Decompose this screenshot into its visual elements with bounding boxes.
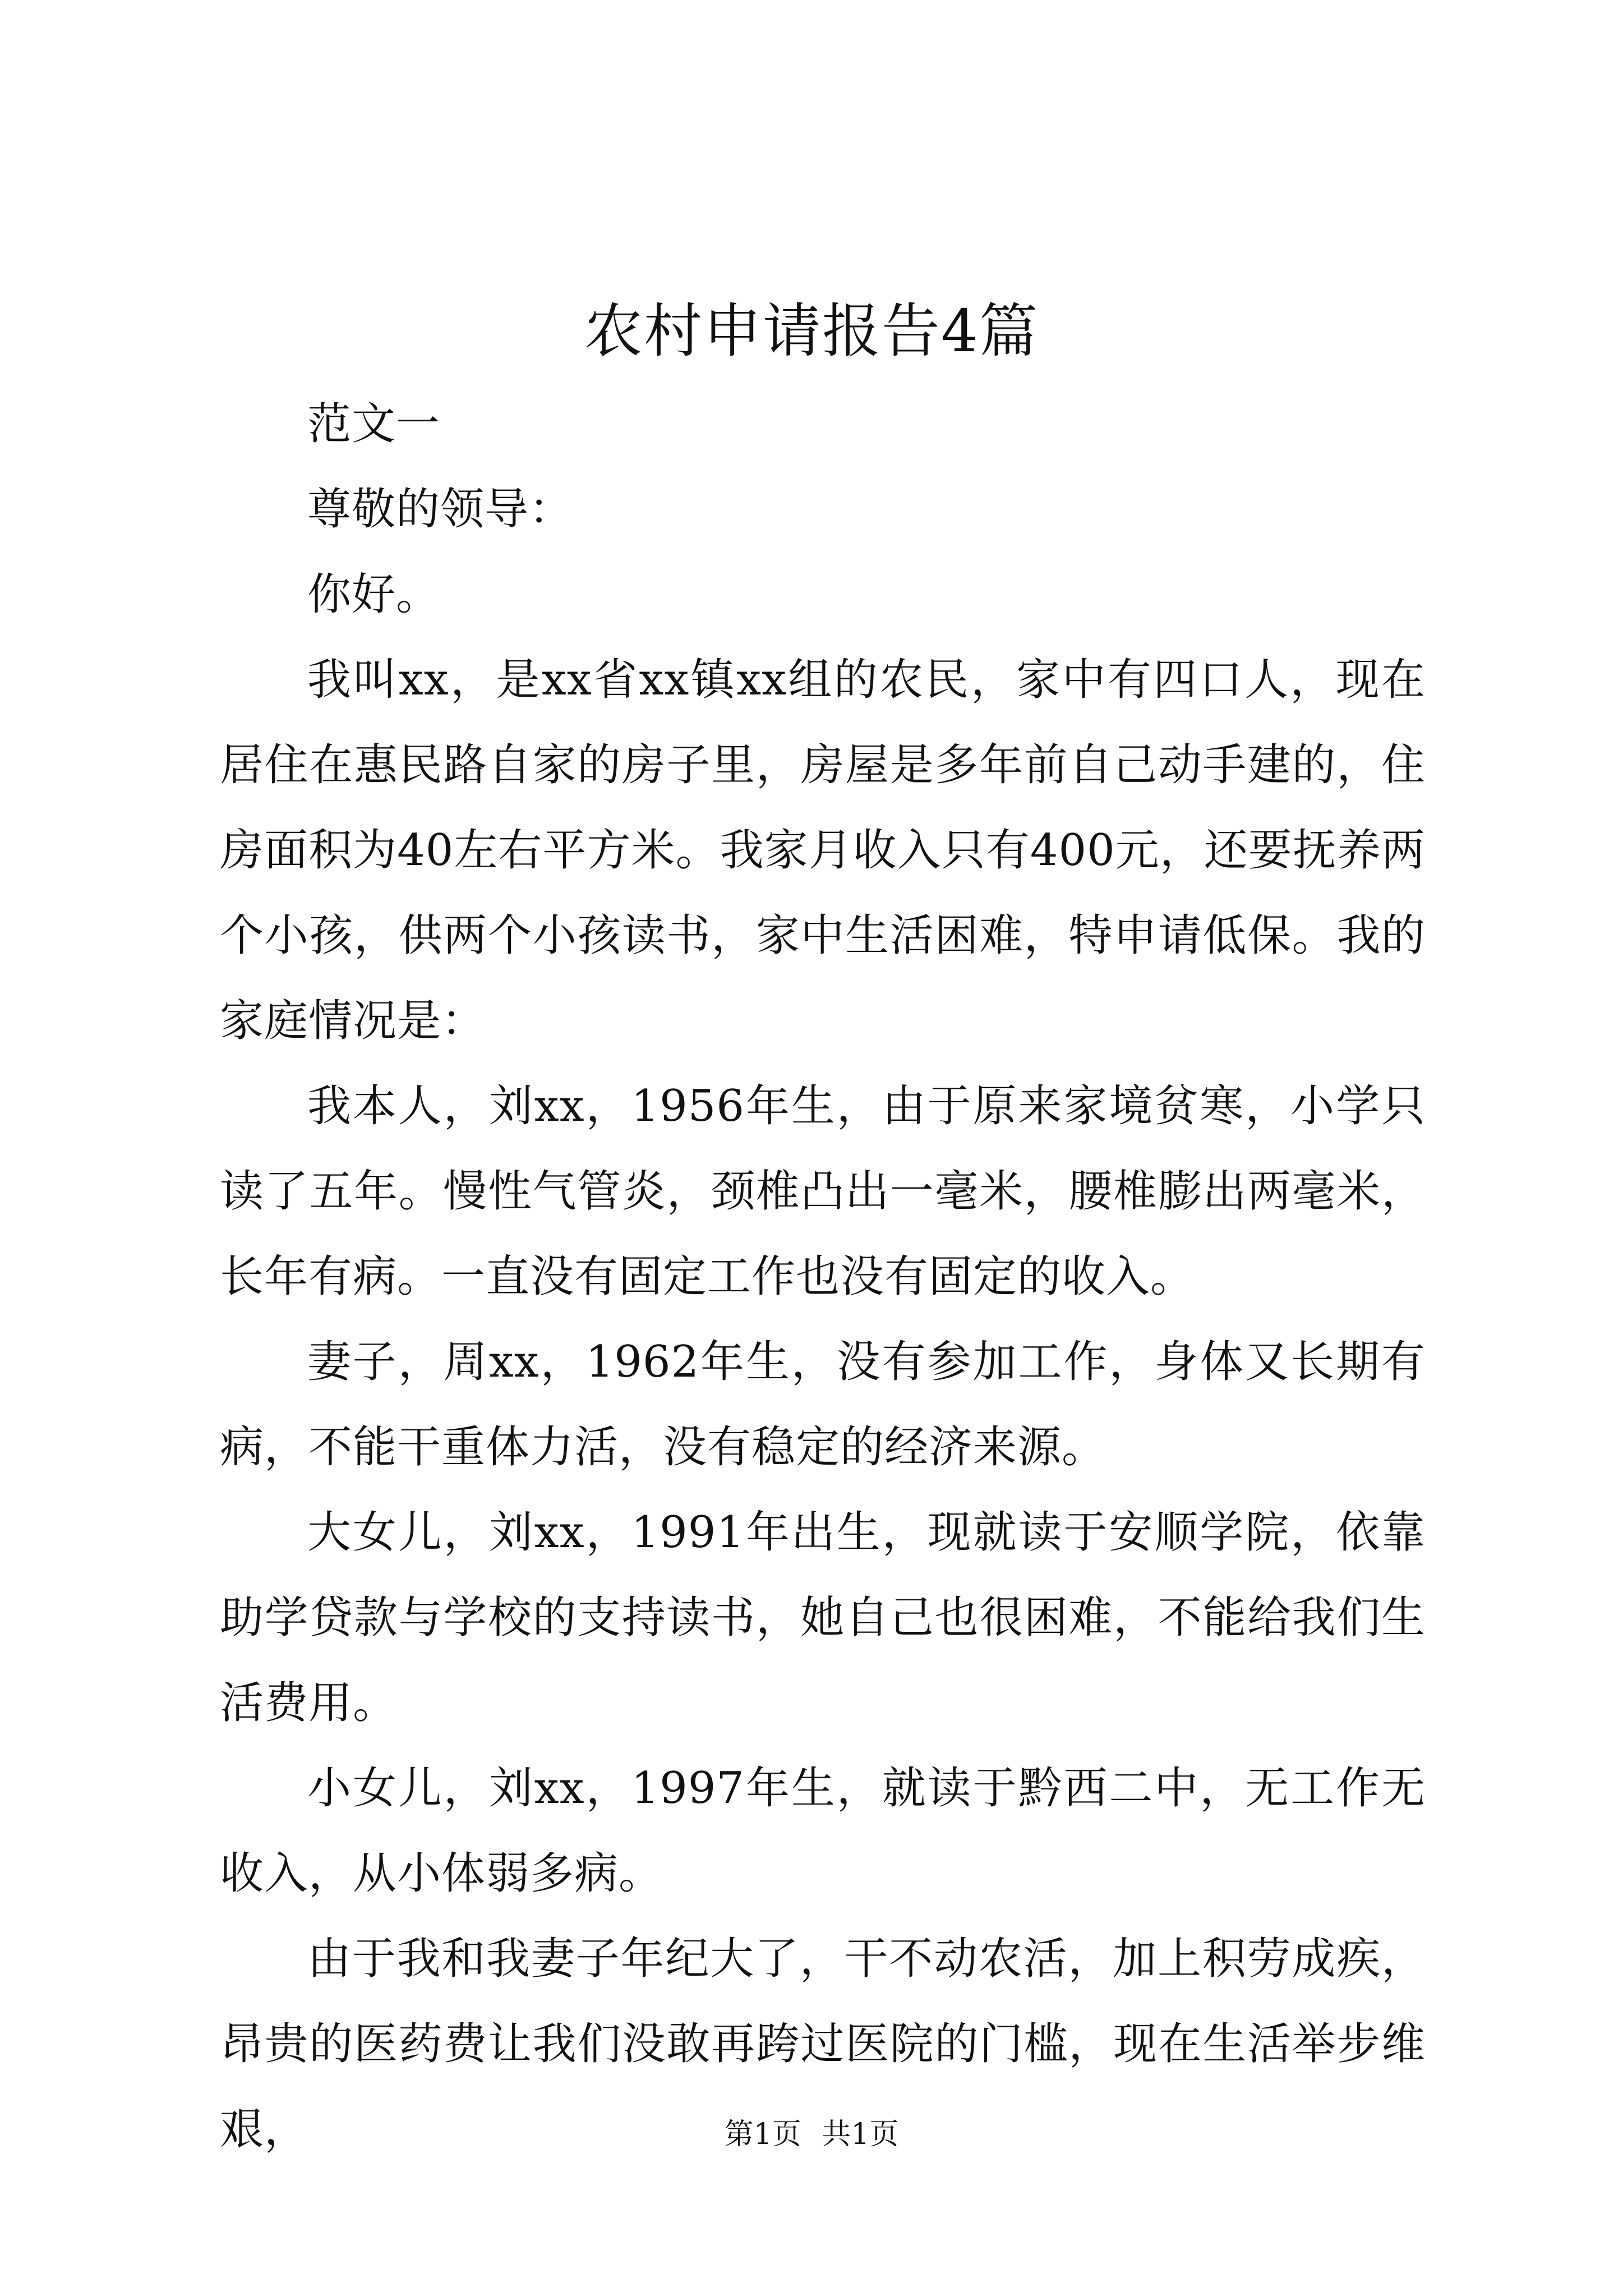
page-number: 第1页 [724, 2118, 801, 2151]
paragraph-hardship: 由于我和我妻子年纪大了，干不动农活，加上积劳成疾，昂贵的医药费让我们没敢再跨过医院的门槛，现在生活举步维艰， [220, 1934, 1426, 2155]
document-title: 农村申请报告4篇 [584, 297, 1039, 365]
page-footer [0, 2115, 1623, 2154]
paragraph-salutation: 尊敬的领导： [307, 484, 574, 535]
paragraph-intro: 我叫xx，是xx省xx镇xx组的农民，家中有四口人，现在居住在惠民路自家的房子里，房屋是多年前自己动手建的，住房面积为40左右平方米。我家月收入只有400元，还要抚养两个小孩，供两个小孩读书，家中生活困难，特申请低保。我的家庭情况是： [220, 655, 1426, 1046]
paragraph-greeting: 你好。 [307, 569, 441, 620]
paragraph-wife: 妻子，周xx，1962年生，没有参加工作，身体又长期有病，不能干重体力活，没有稳定的经济来源。 [220, 1337, 1426, 1473]
page-total: 共1页 [822, 2118, 899, 2151]
paragraph-self: 我本人，刘xx，1956年生，由于原来家境贫寒，小学只读了五年。慢性气管炎，颈椎凸出一毫米，腰椎膨出两毫米，长年有病。一直没有固定工作也没有固定的收入。 [220, 1081, 1426, 1302]
paragraph-heading: 范文一 [307, 399, 441, 449]
document-body [220, 381, 1426, 2172]
paragraph-elder-daughter: 大女儿，刘xx，1991年出生，现就读于安顺学院，依靠助学贷款与学校的支持读书，她自己也很困难，不能给我们生活费用。 [220, 1507, 1426, 1728]
paragraph-younger-daughter: 小女儿，刘xx，1997年生，就读于黔西二中，无工作无收入，从小体弱多病。 [220, 1763, 1426, 1899]
